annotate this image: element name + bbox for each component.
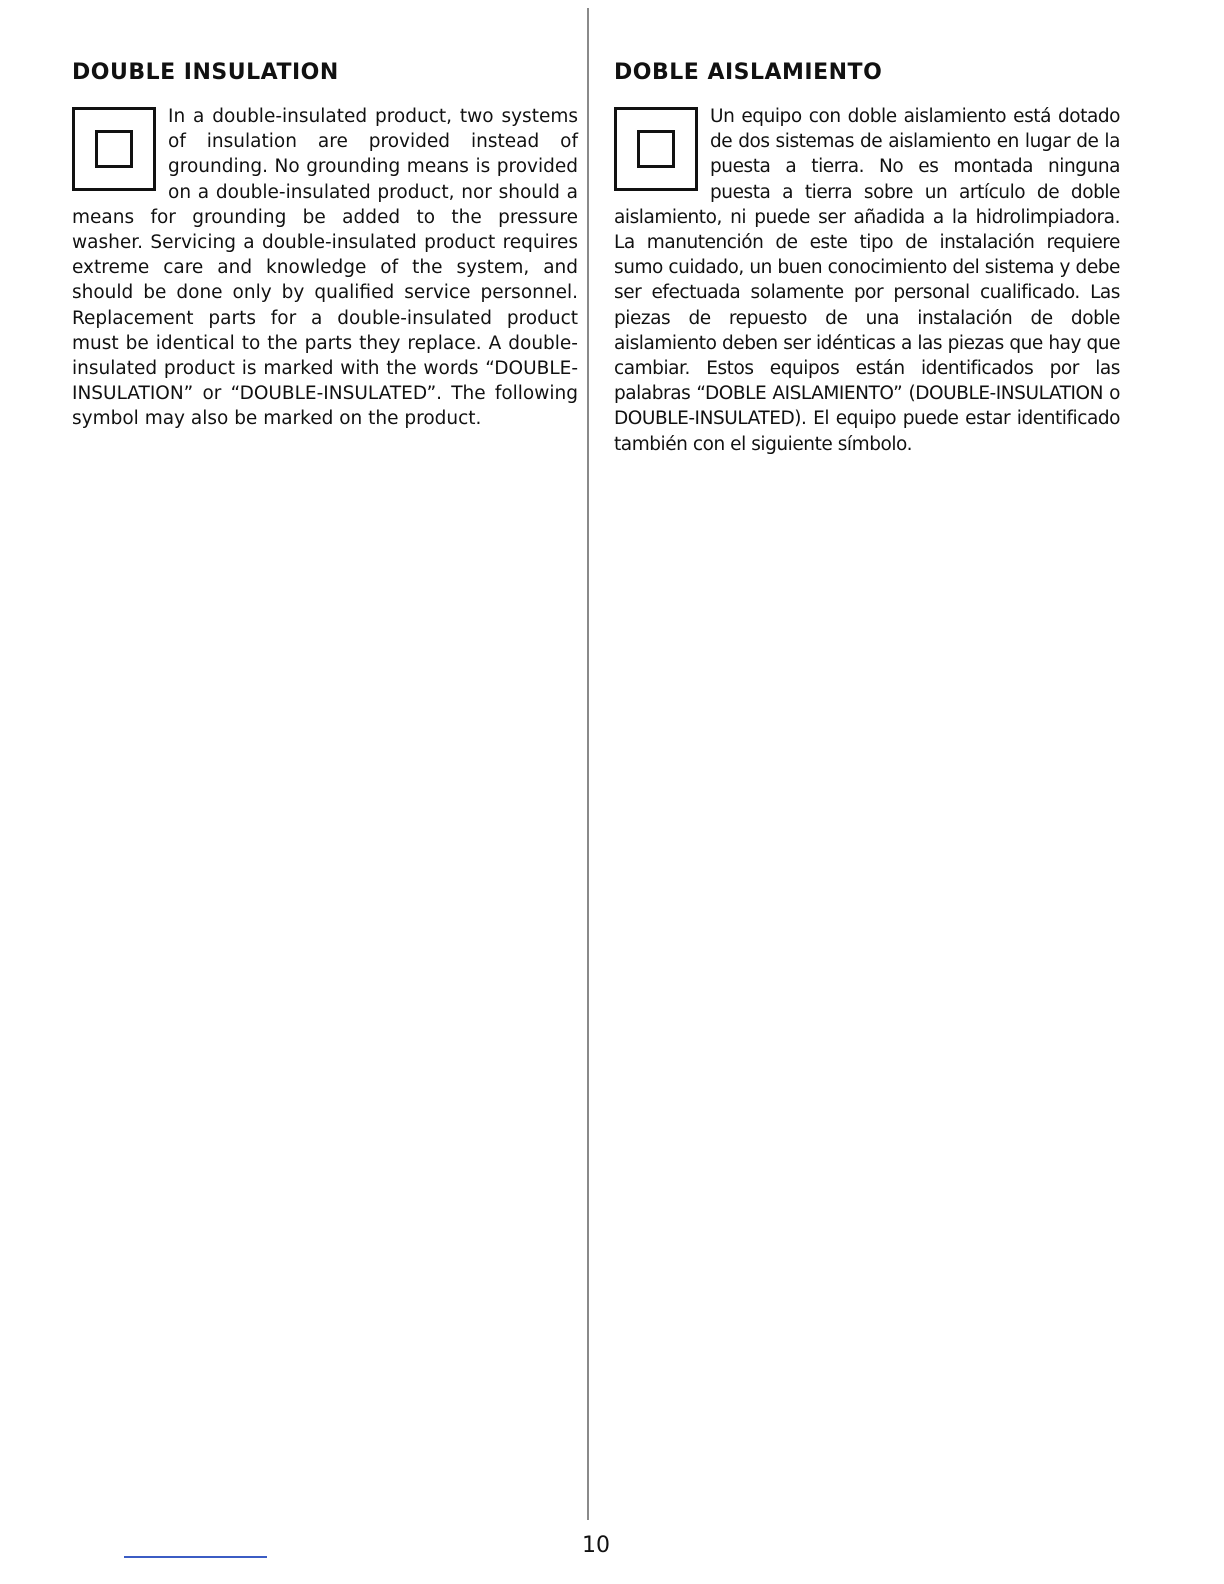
double-square-inner — [95, 130, 133, 168]
english-column — [72, 58, 578, 432]
spanish-heading: DOBLE AISLAMIENTO — [614, 60, 883, 85]
column-divider — [587, 8, 589, 1520]
spanish-column — [614, 58, 1120, 457]
english-heading: DOUBLE INSULATION — [72, 60, 339, 85]
footer-link-underline[interactable] — [124, 1556, 267, 1558]
english-paragraph: In a double-insulated product, two systems of insulation are provided instead of grounding. No grounding means is provided on a double-insulated product, nor should a means for grounding be added to the pressure washer. Servicing a double-insulated product requires extreme care and knowledge of the system, and should be done only by qualified service personnel. Replacement parts for a double-insulated product must be identical to the parts they replace. A double-insulated product is marked with the words “DOUBLE-INSULATION” or “DOUBLE-INSULATED”. The following symbol may also be marked on the product. — [72, 106, 578, 430]
double-square-icon — [72, 107, 156, 191]
double-square-inner — [637, 130, 675, 168]
page-number: 10 — [582, 1533, 610, 1558]
double-square-icon — [614, 107, 698, 191]
spanish-paragraph: Un equipo con doble aislamiento está dotado de dos sistemas de aislamiento en lugar de la puesta a tierra. No es montada ninguna puesta a tierra sobre un artículo de doble aislamiento, ni puede ser añadida a la hidrolimpiadora. La manutención de este tipo de instalación requiere sumo cuidado, un buen conocimiento del sistema y debe ser efectuada solamente por personal cualificado. Las piezas de repuesto de una instalación de doble aislamiento deben ser idénticas a las piezas que hay que cambiar. Estos equipos están identificados por las palabras “DOBLE AISLAMIENTO” (DOUBLE-INSULATION o DOUBLE-INSULATED). El equipo puede estar identificado también con el siguiente símbolo. — [614, 106, 1120, 455]
